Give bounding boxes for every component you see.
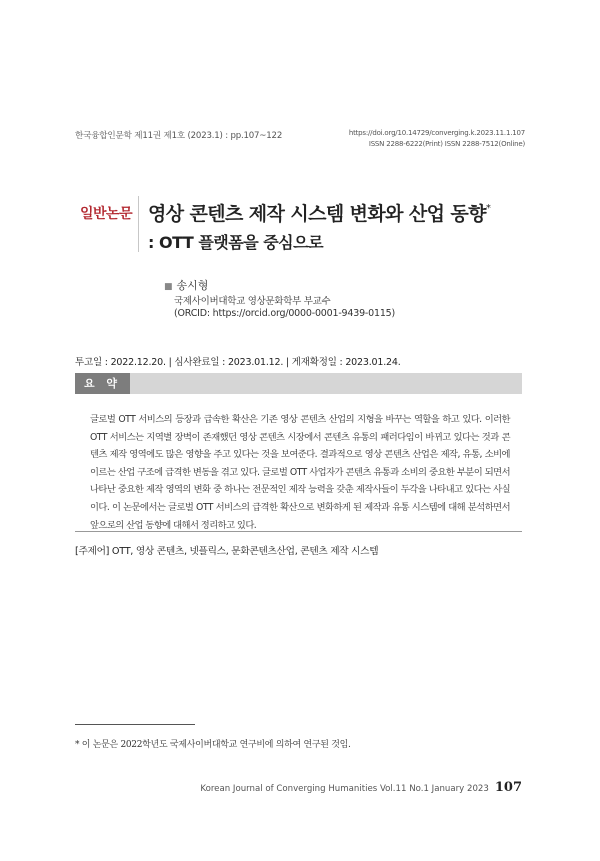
footer-journal: Korean Journal of Converging Humanities Vol.11 No.1 January 2023: [200, 784, 489, 794]
title-footnote-mark: *: [485, 202, 491, 214]
author-name: 송시형: [176, 279, 209, 292]
doi-link[interactable]: https://doi.org/10.14729/converging.k.2023.11.1.107: [348, 129, 525, 137]
author-name-line: [164, 277, 208, 293]
abstract-label: 요 약: [75, 373, 130, 394]
title-divider: [138, 196, 139, 252]
keywords-label: [주제어]: [75, 546, 110, 557]
abstract-header-bar: [75, 373, 522, 394]
page-footer: [200, 780, 522, 795]
issn-text: ISSN 2288-6222(Print) ISSN 2288-7512(Online): [368, 140, 525, 148]
keywords-text: OTT, 영상 콘텐츠, 넷플릭스, 문화콘텐츠산업, 콘텐츠 제작 시스템: [111, 546, 379, 557]
article-category: 일반논문: [80, 206, 133, 222]
footnote-separator: [75, 724, 195, 725]
journal-issue: 한국융합인문학 제11권 제1호 (2023.1) : pp.107~122: [75, 131, 283, 141]
keywords: [75, 543, 378, 557]
doi-issn-block: [349, 128, 525, 150]
article-subtitle: : OTT 플랫폼을 중심으로: [148, 233, 324, 252]
article-title: [148, 199, 490, 226]
page-number: 107: [494, 780, 522, 795]
footnote: * 이 논문은 2022학년도 국제사이버대학교 연구비에 의하여 연구된 것임.: [75, 740, 351, 750]
title-text: 영상 콘텐츠 제작 시스템 변화와 산업 동향: [148, 203, 486, 225]
author-affiliation: 국제사이버대학교 영상문화학부 부교수: [174, 296, 331, 307]
submission-dates: 투고일 : 2022.12.20. | 심사완료일 : 2023.01.12. | 게재확정일 : 2023.01.24.: [75, 357, 401, 368]
abstract-text: 글로벌 OTT 서비스의 등장과 급속한 확산은 기존 영상 콘텐츠 산업의 지형을 바꾸는 역할을 하고 있다. 이러한 OTT 서비스는 지역별 장벽이 존재했던 영상 콘텐츠 시장에서 콘텐츠 유통의 패러다임이 바뀌고 있다는 것과 콘텐츠 제작 영역에도 많은 영향을 주고 있다는 것을 보여준다. 결과적으로 영상 콘텐츠 산업은 제작, 유통, 소비에 이르는 산업 구조에 급격한 변동을 겪고 있다. 글로벌 OTT 사업자가 콘텐츠 유통과 소비의 중요한 부분이 되면서 나타난 중요한 제작 영역의 변화 중 하나는 전문적인 제작 능력을 갖춘 제작사들이 두각을 나타내고 있다는 사실이다. 이 논문에서는 글로벌 OTT 서비스의 급격한 확산으로 변화하게 된 제작과 유통 시스템에 대해 분석하면서 앞으로의 산업 동향에 대해서 정리하고 있다.: [90, 414, 510, 531]
bullet-icon: ■: [164, 282, 173, 292]
author-orcid[interactable]: (ORCID: https://orcid.org/0000-0001-9439-0115): [174, 308, 396, 319]
